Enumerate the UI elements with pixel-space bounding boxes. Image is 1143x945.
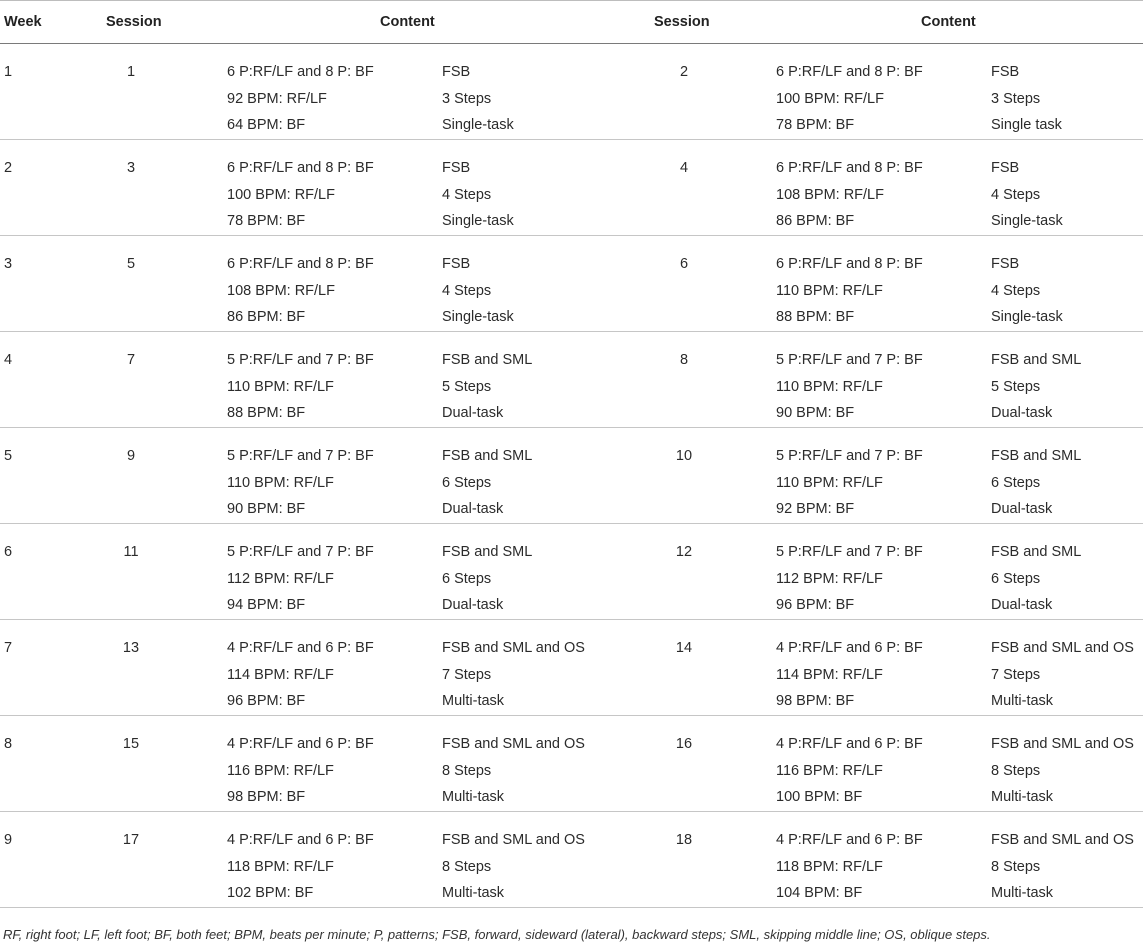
session-cell: 16 [675,736,693,752]
pattern-cell-line: 4 P:RF/LF and 6 P: BF [776,640,923,656]
week-cell: 9 [4,832,13,848]
pattern-cell-line: 88 BPM: BF [776,309,855,325]
step-cell-line: FSB [442,256,471,272]
pattern-cell-line: 110 BPM: RF/LF [776,474,883,491]
step-cell-line: 6 Steps [991,570,1041,587]
step-cell [991,443,1081,523]
pattern-cell-line: 5 P:RF/LF and 7 P: BF [776,352,923,368]
step-cell [991,731,1134,811]
step-cell [442,539,532,619]
pattern-cell [776,539,923,619]
session-cell: 17 [122,832,140,848]
table-row [0,812,1143,908]
session-cell: 12 [675,544,693,560]
step-cell [442,155,514,235]
step-cell-line: Multi-task [991,789,1054,805]
pattern-cell [227,251,374,331]
step-cell [442,251,514,331]
step-cell [442,59,514,139]
step-cell-line: 8 Steps [442,858,492,875]
pattern-cell-line: 4 P:RF/LF and 6 P: BF [227,832,374,848]
session-cell: 7 [126,352,136,368]
pattern-cell [227,59,374,139]
pattern-cell-line: 90 BPM: BF [227,501,306,517]
pattern-cell-line: 5 P:RF/LF and 7 P: BF [776,448,923,464]
pattern-cell-line: 86 BPM: BF [227,309,306,325]
pattern-cell [776,443,923,523]
step-cell-line: FSB and SML [991,448,1082,464]
pattern-cell-line: 6 P:RF/LF and 8 P: BF [227,256,374,272]
pattern-cell-line: 92 BPM: RF/LF [227,90,327,107]
pattern-cell [227,731,374,811]
step-cell-line: Multi-task [991,885,1054,901]
pattern-cell-line: 6 P:RF/LF and 8 P: BF [776,160,923,176]
pattern-cell-line: 5 P:RF/LF and 7 P: BF [227,544,374,560]
pattern-cell-line: 96 BPM: BF [776,597,855,613]
pattern-cell-line: 5 P:RF/LF and 7 P: BF [227,352,374,368]
pattern-cell-line: 100 BPM: BF [776,789,863,805]
step-cell-line: 6 Steps [442,570,492,587]
table-row [0,140,1143,236]
header-content-2: Content [921,14,976,30]
pattern-cell-line: 104 BPM: BF [776,885,863,901]
session-cell: 9 [126,448,136,464]
table-row [0,524,1143,620]
session-cell: 13 [122,640,140,656]
pattern-cell [227,443,374,523]
step-cell-line: Multi-task [442,885,505,901]
pattern-cell-line: 98 BPM: BF [776,693,855,709]
pattern-cell-line: 90 BPM: BF [776,405,855,421]
step-cell-line: Single-task [991,213,1063,229]
step-cell-line: FSB and SML and OS [442,736,585,752]
step-cell-line: 5 Steps [991,378,1041,395]
pattern-cell-line: 86 BPM: BF [776,213,855,229]
table-row [0,620,1143,716]
pattern-cell [776,347,923,427]
step-cell-line: FSB [442,160,471,176]
pattern-cell-line: 4 P:RF/LF and 6 P: BF [776,736,923,752]
step-cell-line: 3 Steps [442,90,492,107]
step-cell-line: 5 Steps [442,378,492,395]
step-cell-line: Single task [991,117,1062,133]
week-cell: 4 [4,352,13,368]
pattern-cell-line: 112 BPM: RF/LF [227,570,334,587]
pattern-cell-line: 6 P:RF/LF and 8 P: BF [227,64,374,80]
header-week: Week [4,14,42,30]
step-cell [991,635,1134,715]
step-cell-line: Dual-task [442,501,504,517]
step-cell-line: Dual-task [991,501,1053,517]
step-cell-line: FSB [991,256,1020,272]
step-cell-line: Dual-task [991,405,1053,421]
week-cell: 8 [4,736,13,752]
pattern-cell-line: 100 BPM: RF/LF [227,186,335,203]
pattern-cell [227,539,374,619]
step-cell-line: 7 Steps [991,666,1041,683]
pattern-cell-line: 108 BPM: RF/LF [227,282,335,299]
session-cell: 14 [675,640,693,656]
step-cell [442,443,532,523]
header-session-1: Session [106,14,162,30]
session-cell: 10 [675,448,693,464]
pattern-cell [776,635,923,715]
step-cell-line: 8 Steps [991,762,1041,779]
step-cell [991,347,1081,427]
pattern-cell-line: 118 BPM: RF/LF [227,858,334,875]
pattern-cell-line: 110 BPM: RF/LF [227,474,334,491]
pattern-cell-line: 4 P:RF/LF and 6 P: BF [227,640,374,656]
session-cell: 5 [126,256,136,272]
step-cell-line: FSB [991,64,1020,80]
table-row [0,44,1143,140]
step-cell-line: FSB and SML [442,544,533,560]
step-cell-line: FSB [442,64,471,80]
pattern-cell [227,827,374,907]
pattern-cell-line: 88 BPM: BF [227,405,306,421]
step-cell-line: 6 Steps [991,474,1041,491]
pattern-cell [227,155,374,235]
table-row [0,236,1143,332]
session-cell: 15 [122,736,140,752]
step-cell-line: FSB and SML [991,544,1082,560]
step-cell [442,731,585,811]
step-cell [991,155,1063,235]
pattern-cell [776,251,923,331]
step-cell-line: Multi-task [991,693,1054,709]
step-cell-line: 4 Steps [991,186,1041,203]
pattern-cell-line: 5 P:RF/LF and 7 P: BF [227,448,374,464]
step-cell-line: Dual-task [442,405,504,421]
pattern-cell-line: 110 BPM: RF/LF [776,282,883,299]
step-cell-line: 4 Steps [442,282,492,299]
pattern-cell-line: 116 BPM: RF/LF [227,762,334,779]
pattern-cell-line: 110 BPM: RF/LF [776,378,883,395]
pattern-cell-line: 102 BPM: BF [227,885,314,901]
session-cell: 4 [679,160,689,176]
step-cell [991,251,1063,331]
session-cell: 8 [679,352,689,368]
pattern-cell-line: 94 BPM: BF [227,597,306,613]
pattern-cell-line: 98 BPM: BF [227,789,306,805]
pattern-cell-line: 5 P:RF/LF and 7 P: BF [776,544,923,560]
pattern-cell-line: 118 BPM: RF/LF [776,858,883,875]
pattern-cell-line: 78 BPM: BF [776,117,855,133]
step-cell-line: Multi-task [442,693,505,709]
session-cell: 11 [123,544,139,560]
step-cell-line: FSB and SML [442,352,533,368]
step-cell-line: FSB and SML and OS [991,736,1134,752]
step-cell-line: 8 Steps [442,762,492,779]
step-cell-line: FSB and SML and OS [442,832,585,848]
pattern-cell-line: 6 P:RF/LF and 8 P: BF [776,256,923,272]
pattern-cell [776,155,923,235]
session-cell: 18 [675,832,693,848]
week-cell: 2 [4,160,13,176]
step-cell [991,59,1062,139]
step-cell [442,347,532,427]
week-cell: 7 [4,640,13,656]
pattern-cell-line: 4 P:RF/LF and 6 P: BF [227,736,374,752]
step-cell-line: 7 Steps [442,666,492,683]
pattern-cell-line: 100 BPM: RF/LF [776,90,884,107]
step-cell-line: Single-task [442,309,514,325]
step-cell-line: 4 Steps [442,186,492,203]
pattern-cell-line: 6 P:RF/LF and 8 P: BF [776,64,923,80]
step-cell-line: 4 Steps [991,282,1041,299]
week-cell: 3 [4,256,13,272]
week-cell: 5 [4,448,13,464]
session-cell: 1 [126,64,136,80]
header-content-1: Content [380,14,435,30]
session-cell: 2 [679,64,689,80]
step-cell-line: 8 Steps [991,858,1041,875]
pattern-cell-line: 116 BPM: RF/LF [776,762,883,779]
step-cell-line: Single-task [442,117,514,133]
pattern-cell-line: 96 BPM: BF [227,693,306,709]
pattern-cell [776,827,923,907]
week-cell: 1 [4,64,13,80]
step-cell-line: FSB and SML [442,448,533,464]
pattern-cell-line: 108 BPM: RF/LF [776,186,884,203]
step-cell [442,827,585,907]
step-cell-line: Dual-task [991,597,1053,613]
table-row [0,428,1143,524]
step-cell-line: Multi-task [442,789,505,805]
step-cell-line: 6 Steps [442,474,492,491]
table-footnote: RF, right foot; LF, left foot; BF, both feet; BPM, beats per minute; P, patterns; FSB, forward, sideward (lateral), backward steps; SML, skipping middle line; OS, oblique steps. [3,927,991,942]
pattern-cell [776,59,923,139]
step-cell [991,539,1081,619]
pattern-cell [227,635,374,715]
pattern-cell-line: 78 BPM: BF [227,213,306,229]
step-cell-line: FSB and SML [991,352,1082,368]
table-row [0,332,1143,428]
pattern-cell-line: 4 P:RF/LF and 6 P: BF [776,832,923,848]
step-cell-line: Single-task [991,309,1063,325]
table-row [0,716,1143,812]
pattern-cell-line: 114 BPM: RF/LF [776,666,883,683]
pattern-cell-line: 92 BPM: BF [776,501,855,517]
step-cell [991,827,1134,907]
week-cell: 6 [4,544,13,560]
step-cell-line: 3 Steps [991,90,1041,107]
pattern-cell-line: 110 BPM: RF/LF [227,378,334,395]
step-cell-line: Single-task [442,213,514,229]
header-session-2: Session [654,14,710,30]
pattern-cell [227,347,374,427]
session-cell: 6 [679,256,689,272]
step-cell-line: FSB and SML and OS [991,640,1134,656]
step-cell-line: FSB and SML and OS [442,640,585,656]
pattern-cell [776,731,923,811]
step-cell [442,635,585,715]
pattern-cell-line: 6 P:RF/LF and 8 P: BF [227,160,374,176]
pattern-cell-line: 114 BPM: RF/LF [227,666,334,683]
step-cell-line: FSB and SML and OS [991,832,1134,848]
step-cell-line: Dual-task [442,597,504,613]
step-cell-line: FSB [991,160,1020,176]
session-cell: 3 [126,160,136,176]
pattern-cell-line: 112 BPM: RF/LF [776,570,883,587]
pattern-cell-line: 64 BPM: BF [227,117,306,133]
table-body [0,44,1143,908]
table-header [0,0,1143,44]
